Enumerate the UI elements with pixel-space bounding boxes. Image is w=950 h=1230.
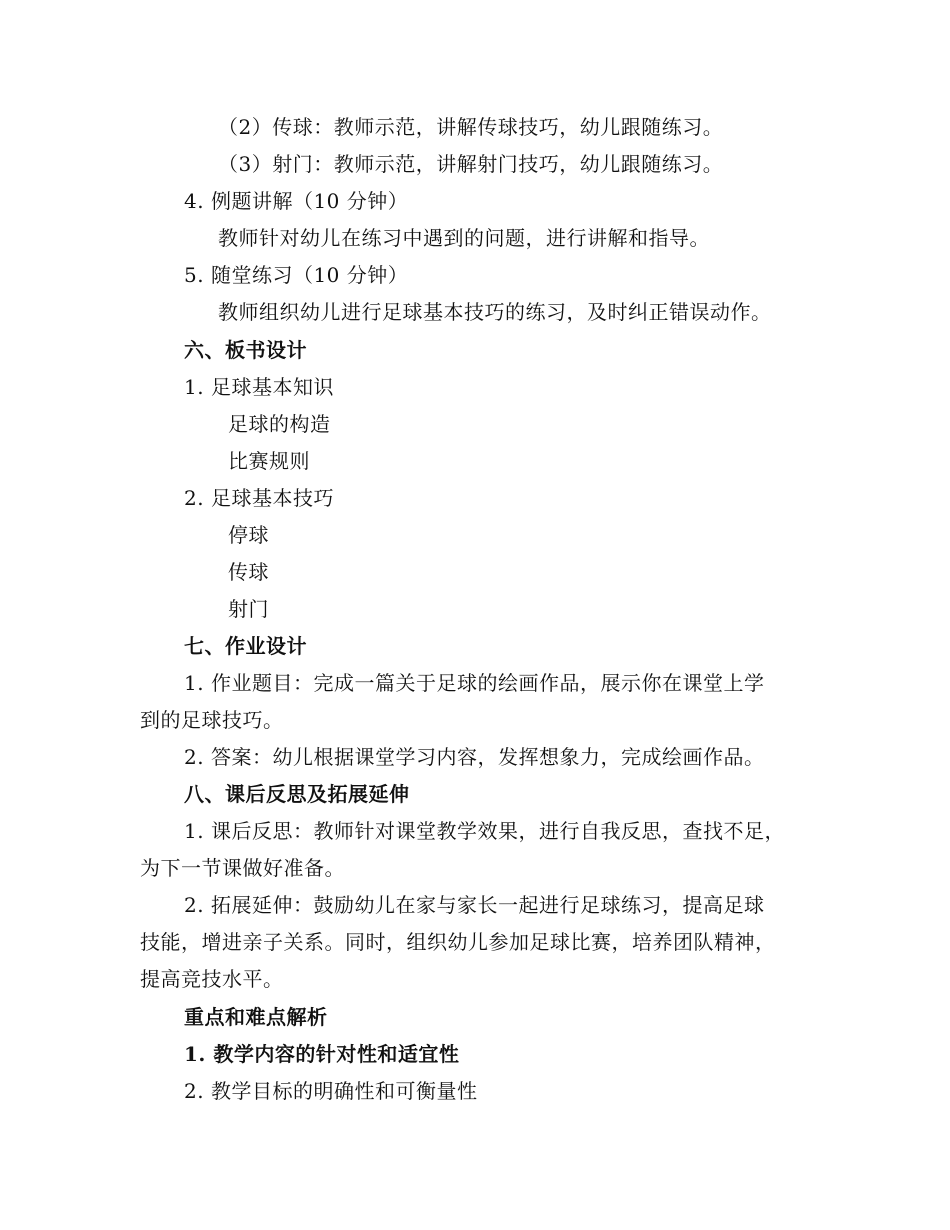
sub-item-passing: 传球 xyxy=(228,560,269,584)
section-heading-reflection: 八、课后反思及拓展延伸 xyxy=(184,782,410,806)
sub-item-game-rules: 比赛规则 xyxy=(228,449,310,473)
paragraph-example-explanation: 教师针对幼儿在练习中遇到的问题，进行讲解和指导。 xyxy=(218,226,710,250)
section-heading-key-points: 重点和难点解析 xyxy=(184,1005,328,1029)
paragraph-classroom-practice: 教师组织幼儿进行足球基本技巧的练习，及时纠正错误动作。 xyxy=(218,300,772,324)
extension-line3: 提高竞技水平。 xyxy=(140,967,284,991)
homework-topic-line1: 1. 作业题目：完成一篇关于足球的绘画作品，展示你在课堂上学 xyxy=(184,671,765,695)
step-shooting-text: （3）射门：教师示范，讲解射门技巧，幼儿跟随练习。 xyxy=(218,152,724,176)
homework-answer: 2. 答案：幼儿根据课堂学习内容，发挥想象力，完成绘画作品。 xyxy=(184,745,765,769)
key-point-2: 2. 教学目标的明确性和可衡量性 xyxy=(184,1079,478,1103)
reflection-line1: 1. 课后反思：教师针对课堂教学效果，进行自我反思，查找不足， xyxy=(184,819,785,843)
sub-item-stopping: 停球 xyxy=(228,523,269,547)
section-heading-homework: 七、作业设计 xyxy=(184,634,307,658)
sub-item-shooting: 射门 xyxy=(228,597,269,621)
sub-item-ball-structure: 足球的构造 xyxy=(228,412,331,436)
key-point-1: 1. 教学内容的针对性和适宜性 xyxy=(184,1042,460,1066)
extension-line2: 技能，增进亲子关系。同时，组织幼儿参加足球比赛，培养团队精神， xyxy=(140,930,776,954)
step-passing-text: （2）传球：教师示范，讲解传球技巧，幼儿跟随练习。 xyxy=(218,115,724,139)
homework-topic-line2: 到的足球技巧。 xyxy=(140,708,284,732)
list-item-example-explanation: 4. 例题讲解（10 分钟） xyxy=(184,189,409,213)
list-item-basic-knowledge: 1. 足球基本知识 xyxy=(184,375,334,399)
extension-line1: 2. 拓展延伸：鼓励幼儿在家与家长一起进行足球练习，提高足球 xyxy=(184,893,765,917)
list-item-classroom-practice: 5. 随堂练习（10 分钟） xyxy=(184,263,409,287)
section-heading-blackboard-design: 六、板书设计 xyxy=(184,338,307,362)
reflection-line2: 为下一节课做好准备。 xyxy=(140,856,345,880)
list-item-basic-skills: 2. 足球基本技巧 xyxy=(184,486,334,510)
